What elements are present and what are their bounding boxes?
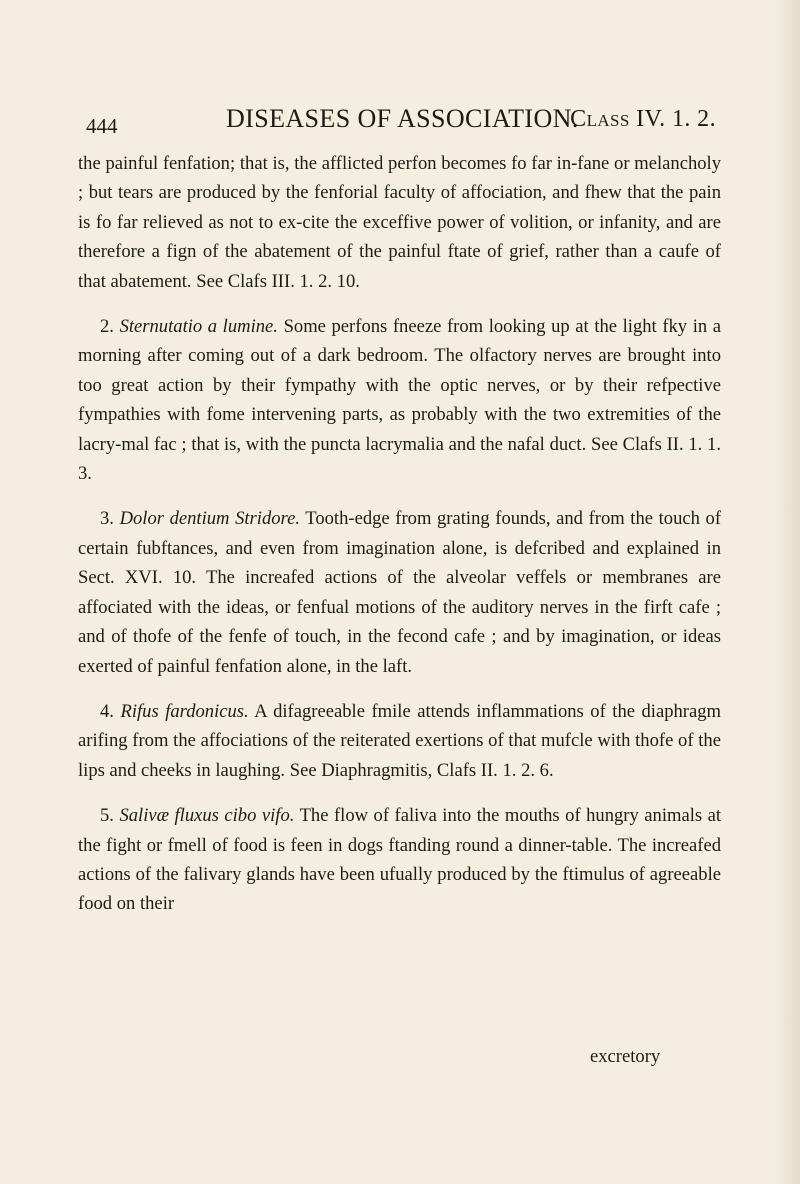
running-header: [86, 102, 716, 138]
class-reference: [570, 106, 716, 133]
item-number: 3.: [100, 508, 114, 530]
paragraph-continuation: [78, 149, 721, 296]
running-title: DISEASES OF ASSOCIATION.: [226, 104, 579, 133]
paragraph-text: Some perfons fneeze from looking up at the light fky in a morning after coming out of a dark bedroom. The olfactory nerves are brought into too great action by their fympathy with the optic nerves, or by their refpective fympathies with fome intervening parts, as probably with the two extremities of the lacry-mal fac ; that is, with the puncta lacrymalia and the nafal duct. See Clafs II. 1. 1. 3.: [78, 316, 722, 485]
paragraph-text: A difagreeable fmile attends inflammations of the diaphragm arifing from the affociations of the reiterated exertions of that mufcle with thofe of the lips and cheeks in laughing. See Diaphragmitis, Clafs II. 1. 2. 6.: [78, 700, 722, 781]
item-term: Salivæ fluxus cibo vifo.: [119, 805, 295, 827]
paragraph-item-5: [78, 801, 721, 919]
body-text: [78, 149, 721, 935]
item-number: 4.: [100, 700, 114, 722]
paragraph-item-3: [78, 504, 721, 680]
class-number: IV. 1. 2.: [636, 106, 716, 132]
paragraph-item-4: [78, 697, 721, 785]
class-word: Class: [570, 106, 630, 132]
item-term: Dolor dentium Stridore.: [119, 508, 300, 530]
paragraph-text: The flow of faliva into the mouths of hungry animals at the fight or fmell of food is feen in dogs ftanding round a dinner-table. The increafed actions of the falivary glands have been ufually produced by the ftimulus of agreeable food on their: [78, 805, 722, 915]
item-term: Rifus fardonicus.: [120, 700, 249, 722]
paragraph-text: the painful fenfation; that is, the afflicted perfon becomes fo far in-fane or melancholy ; but tears are produced by the fenforial faculty of affociation, and fhew that the pain is fo far relieved as not to ex-cite the exceffive power of volition, or infanity, and are therefore a fign of the abatement of the painful ftate of grief, rather than a caufe of that abatement. See Clafs III. 1. 2. 10.: [78, 153, 721, 292]
paragraph-item-2: [78, 312, 721, 488]
page-edge-shadow: [776, 0, 800, 1184]
catchword: excretory: [590, 1046, 661, 1067]
paragraph-text: Tooth-edge from grating founds, and from the touch of certain fubftances, and even from imagination alone, is defcribed and explained in Sect. XVI. 10. The increafed actions of the alveolar veffels or membranes are affociated with the ideas, or fenfual motions of the auditory nerves in the firft cafe ; and of thofe of the fenfe of touch, in the fecond cafe ; and by imagination, or ideas exerted of painful fenfation alone, in the laft.: [78, 508, 722, 677]
item-term: Sternutatio a lumine.: [119, 316, 278, 338]
item-number: 2.: [100, 316, 114, 338]
page-number: 444: [86, 114, 118, 138]
item-number: 5.: [100, 805, 114, 827]
